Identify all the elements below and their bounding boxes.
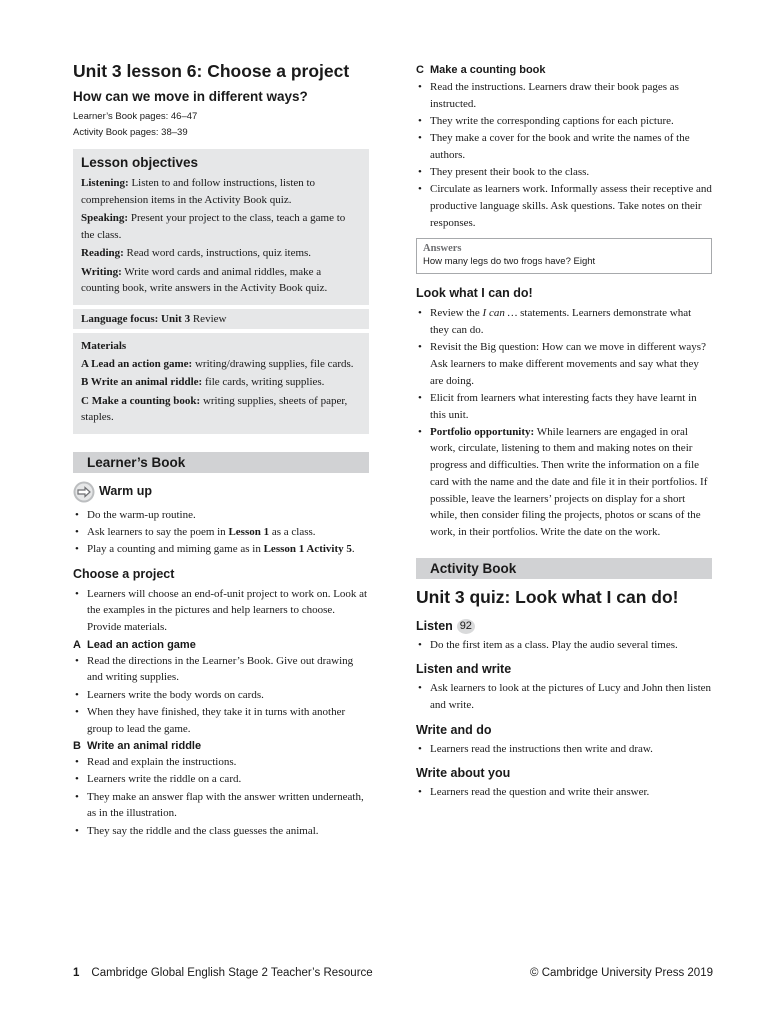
activity-book-bar: Activity Book (416, 558, 712, 579)
list-item: • They present their book to the class. (416, 164, 712, 181)
list-item: • Elicit from learners what interesting facts they have learnt in this unit. (416, 390, 712, 423)
listen-heading: Listen 92 (416, 618, 712, 635)
lesson-objectives-box (73, 149, 369, 305)
list-item: • Read the instructions. Learners draw their book pages as instructed. (416, 79, 712, 112)
page-title: Unit 3 lesson 6: Choose a project (73, 61, 350, 81)
write-do-list (416, 741, 712, 758)
objective-speaking: Speaking: Present your project to the class, teach a game to the class. (81, 212, 346, 241)
list-item: • When they have finished, they take it in turns with another group to lead the game. (73, 704, 369, 737)
materials-box (73, 333, 369, 434)
write-about-heading: Write about you (416, 766, 511, 781)
material-c: C Make a counting book: writing supplies, sheets of paper, staples. (81, 394, 348, 423)
list-item: • Do the first item as a class. Play the audio several times. (416, 637, 712, 654)
choose-project-intro (73, 586, 369, 636)
material-b: B Write an animal riddle: file cards, writing supplies. (81, 376, 325, 388)
list-item: • They write the corresponding captions for each picture. (416, 113, 712, 130)
listen-write-heading: Listen and write (416, 662, 512, 677)
list-item: • They make an answer flap with the answer written underneath, as in the illustration. (73, 789, 369, 822)
objective-writing: Writing: Write word cards and animal riddles, make a counting book, write answers in the Activity Book quiz. (81, 265, 328, 294)
answers-text: How many legs do two frogs have? Eight (423, 256, 596, 268)
list-item: • Review the I can … statements. Learners demonstrate what they can do. (416, 305, 712, 338)
footer-copyright: © Cambridge University Press 2019 (530, 967, 713, 979)
project-b-heading: B Write an animal riddle (73, 740, 202, 753)
materials-heading: Materials (81, 340, 127, 352)
list-item: • Do the warm-up routine. (73, 507, 369, 524)
write-do-heading: Write and do (416, 722, 492, 737)
project-a-list (73, 653, 369, 738)
list-item: • They say the riddle and the class guesses the animal. (73, 823, 369, 840)
warm-up-list (73, 507, 369, 558)
left-column (73, 60, 369, 840)
choose-project-heading: Choose a project (73, 566, 175, 581)
list-item: • Learners read the instructions then write and draw. (416, 741, 712, 758)
objective-listening: Listening: Listen to and follow instructions, listen to comprehension items in the Activity Book quiz. (81, 177, 316, 206)
answers-box (416, 238, 712, 274)
project-c-heading: C Make a counting book (416, 64, 546, 76)
project-a-heading: A Lead an action game (73, 638, 196, 651)
answers-label: Answers (423, 243, 462, 255)
list-item: • They make a cover for the book and write the names of the authors. (416, 130, 712, 163)
list-item: • Learners read the question and write their answer. (416, 784, 712, 801)
list-item: • Learners will choose an end-of-unit project to work on. Look at the examples in the pictures and help learners to choose. Provide materials. (73, 586, 369, 636)
list-item: • Ask learners to look at the pictures of Lucy and John then listen and write. (416, 680, 712, 713)
learners-book-pages: Learner’s Book pages: 46–47 (73, 111, 198, 122)
language-focus-box (73, 309, 369, 330)
look-what-heading: Look what I can do! (416, 286, 533, 301)
list-item: • Read and explain the instructions. (73, 754, 369, 771)
footer-book-title: Cambridge Global English Stage 2 Teacher’s Resource (91, 967, 373, 979)
objective-reading: Reading: Read word cards, instructions, quiz items. (81, 247, 312, 259)
list-item: • Read the directions in the Learner’s Book. Give out drawing and writing supplies. (73, 653, 369, 686)
look-what-list (416, 305, 712, 540)
language-focus: Language focus: Unit 3 Review (81, 312, 227, 325)
warm-up-heading: Warm up (73, 481, 369, 503)
page-number: 1 (73, 967, 80, 979)
quiz-title: Unit 3 quiz: Look what I can do! (416, 586, 679, 607)
list-item: • Learners write the riddle on a card. (73, 771, 369, 788)
objectives-heading: Lesson objectives (81, 155, 199, 170)
activity-book-pages: Activity Book pages: 38–39 (73, 127, 188, 138)
list-item: • Circulate as learners work. Informally assess their receptive and productive language skills. Ask questions. Take notes on their responses. (416, 181, 712, 231)
project-c-list (416, 79, 712, 231)
material-a: A Lead an action game: writing/drawing supplies, file cards. (81, 357, 354, 370)
page-footer (73, 966, 713, 980)
right-column (416, 63, 712, 802)
project-b-list (73, 754, 369, 839)
list-item: • Play a counting and miming game as in Lesson 1 Activity 5. (73, 541, 369, 558)
list-item: • Revisit the Big question: How can we move in different ways? Ask learners to make different movements and say what they are doing. (416, 339, 712, 389)
list-item: • Learners write the body words on cards. (73, 687, 369, 704)
audio-track-badge: 92 (457, 619, 475, 634)
listen-list (416, 637, 712, 654)
learners-book-bar: Learner’s Book (73, 452, 369, 473)
list-item: • Portfolio opportunity: While learners are engaged in oral work, circulate, listening to them and making notes on their progress and difficulties. Then write the information on a file card with the name and the date and file it in their portfolios. If possible, leave the learners’ projects on display for a short while, then consider filing the projects, photos or scans of the work, in their portfolios. Write the date on the work. (416, 424, 712, 541)
write-about-list (416, 784, 712, 801)
listen-write-list (416, 680, 712, 713)
list-item: • Ask learners to say the poem in Lesson 1 as a class. (73, 524, 369, 541)
big-question: How can we move in different ways? (73, 89, 308, 104)
warm-up-icon (73, 481, 95, 503)
